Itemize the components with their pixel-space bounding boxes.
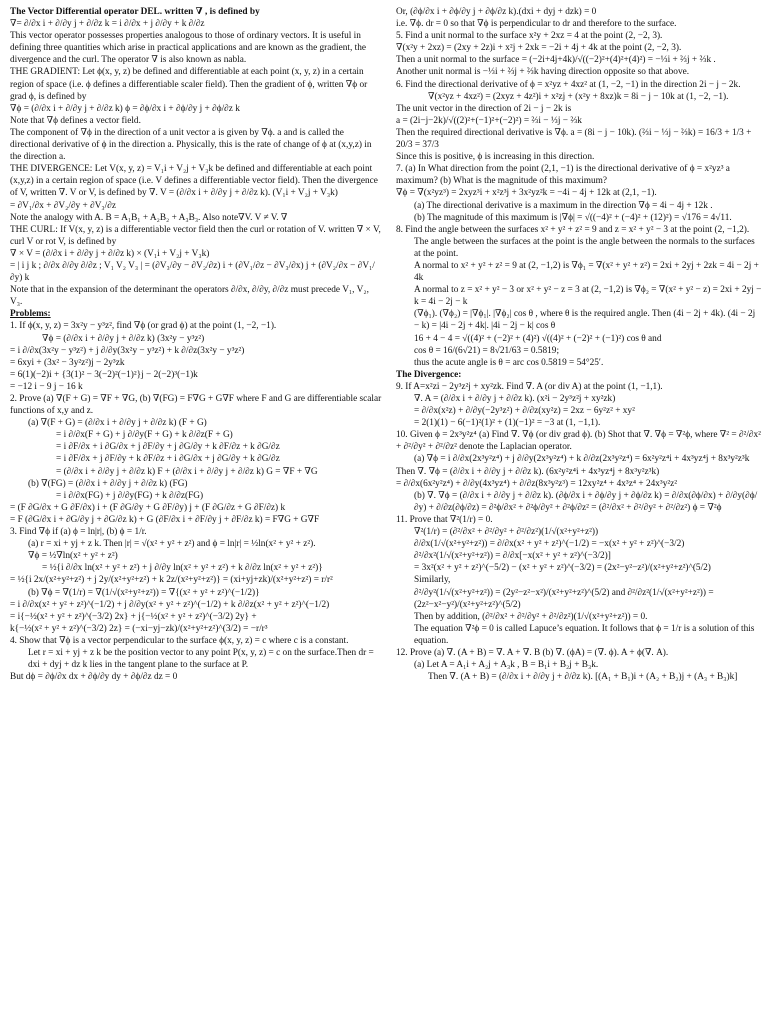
left-column-line: Note that ∇ϕ defines a vector field.	[10, 115, 141, 126]
left-column-line: = i{−½(x² + y² + z²)^(−3/2) 2x} + j{−½(x² + y² + z²)^(−3/2) 2y} +	[10, 611, 257, 622]
right-column-line: a = (2i−j−2k)/√((2)²+(−1)²+(−2)²) = ⅔i − ⅓j − ⅔k	[396, 115, 582, 126]
left-column-line: k{−½(x² + y² + z²)^(−3/2) 2z} = (−xi−yj−zk)/(x²+y²+z²)^(3/2) = −r/r³	[10, 623, 268, 634]
left-column-line: = i ∂F/∂x + j ∂F/∂y + k ∂F/∂z + i ∂G/∂x + j ∂G/∂y + k ∂G/∂z	[56, 454, 280, 465]
right-column-line: = ∂/∂x(6x²y²z⁴) + ∂/∂y(4x³yz⁴) + ∂/∂z(8x³y²z³) = 12xy²z⁴ + 4x³z⁴ + 24x³y²z²	[396, 478, 678, 489]
left-column-line: (b) ∇(FG) = (∂/∂x i + ∂/∂y j + ∂/∂z k) (FG)	[28, 478, 188, 489]
left-column-line: = i ∂/∂x(x² + y² + z²)^(−1/2) + j ∂/∂y(x² + y² + z²)^(−1/2) + k ∂/∂z(x² + y² + z²)^(−1/2)	[10, 599, 330, 610]
left-column-line: = F (∂G/∂x i + ∂G/∂y j + ∂G/∂z k) + G (∂F/∂x i + ∂F/∂y j + ∂F/∂z k) = F∇G + G∇F	[10, 514, 320, 525]
right-column-line: (a) ∇ϕ = i ∂/∂x(2x³y²z⁴) + j ∂/∂y(2x³y²z⁴) + k ∂/∂z(2x³y²z⁴) = 6x²y²z⁴i + 4x³yz⁴j + 8x³y²z³k	[414, 454, 750, 465]
left-column-line: (a) r = xi + yj + z k. Then |r| = √(x² + y² + z²) and ϕ = ln|r| = ½ln(x² + y² + z²).	[28, 539, 316, 550]
right-column-line: Or, (∂ϕ/∂x i + ∂ϕ/∂y j + ∂ϕ/∂z k).(dxi + dyj + dzk) = 0	[396, 7, 597, 17]
left-column-line: Note the analogy with A. B = A₁B₁ + A₂B₂ + A₃B₃. Also note∇V. V ≠ V. ∇	[10, 212, 288, 223]
right-column-line: Then the required directional derivative is ∇ϕ. a = (8i − j − 10k). (⅔i − ⅓j − ⅔k) = 16/3 + 1/3 + 20/3 = 37/3	[396, 127, 752, 151]
left-column-line: = i ∂/∂x(FG) + j ∂/∂y(FG) + k ∂/∂z(FG)	[56, 490, 204, 501]
right-column-line: Then by addition, (∂²/∂x² + ∂²/∂y² + ∂²/∂z²)(1/√(x²+y²+z²)) = 0.	[414, 611, 648, 622]
left-column-line: = −12 i − 9 j − 16 k	[10, 381, 83, 392]
right-column-line: 16 + 4 − 4 = √((4)² + (−2)² + (4)²) √((4)² + (−2)² + (−1)²) cos θ and	[414, 333, 662, 344]
left-column-line: = ∂V₁/∂x + ∂V₂/∂y + ∂V₃/∂z	[10, 200, 116, 211]
left-column-line: But dϕ = ∂ϕ/∂x dx + ∂ϕ/∂y dy + ∂ϕ/∂z dz = 0	[10, 672, 178, 683]
right-column-line: The equation ∇²ϕ = 0 is called Lapuce’s equation. It follows that ϕ = 1/r is a solution of this equation.	[414, 623, 755, 646]
left-column-line: Problems:	[10, 309, 51, 320]
right-column-line: A normal to x² + y² + z² = 9 at (2, −1,2) is ∇ϕ₁ = ∇(x² + y² + z²) = 2xi + 2yj + 2zk = 4i − 2j + 4k	[414, 260, 759, 284]
left-column-line: = ½{i ∂/∂x ln(x² + y² + z²) + j ∂/∂y ln(x² + y² + z²) + k ∂/∂z ln(x² + y² + z²)}	[42, 563, 323, 574]
left-column-line: = i ∂F/∂x + i ∂G/∂x + j ∂F/∂y + j ∂G/∂y + k ∂F/∂z + k ∂G/∂z	[56, 442, 280, 453]
left-column-line: = (∂/∂x i + ∂/∂y j + ∂/∂z k) F + (∂/∂x i + ∂/∂y j + ∂/∂z k) G = ∇F + ∇G	[56, 466, 318, 477]
right-column-line: 5. Find a unit normal to the surface x²y + 2xz = 4 at the point (2, −2, 3).	[396, 31, 663, 42]
left-column-line: (b) ∇ϕ = ∇(1/r) = ∇(1/√(x²+y²+z²)) = ∇{(x² + y² + z²)^(−1/2)}	[28, 587, 260, 598]
right-column-line: = 2(1)(1) − 6(−1)²(1)² + (1)(−1)² = −3 at (1, −1,1).	[414, 418, 601, 429]
right-column-line: i.e. ∇ϕ. dr = 0 so that ∇ϕ is perpendicular to dr and therefore to the surface.	[396, 19, 677, 30]
left-column-line: ∇ϕ = (∂/∂x i + ∂/∂y j + ∂/∂z k) ϕ = ∂ϕ/∂x i + ∂ϕ/∂y j + ∂ϕ/∂z k	[10, 103, 240, 114]
left-column-line: = ½{i 2x/(x²+y²+z²) + j 2y/(x²+y²+z²) + k 2z/(x²+y²+z²)} = (xi+yj+zk)/(x²+y²+z²) = r/r²	[10, 575, 333, 586]
left-column-line: THE GRADIENT: Let ϕ(x, y, z) be defined and differentiable at each point (x, y, z) in a certain region of space (i.e. ϕ defines a differentiable scaler field). Then the gradient of ϕ, written ∇ϕ or grad ϕ, is defined by	[10, 67, 368, 102]
left-column-line: This vector operator possesses properties analogous to those of ordinary vectors. It is useful in defining three quantities which arise in practical applications and are known as the gradient, the divergence and the curl. The operator ∇ is also known as nabla.	[10, 31, 366, 66]
left-column-line: 2. Prove (a) ∇(F + G) = ∇F + ∇G, (b) ∇(FG) = F∇G + G∇F where F and G are differentiable scalar functions of x,y and z.	[10, 394, 382, 417]
right-column	[388, 0, 768, 1024]
right-column-line: 12. Prove (a) ∇. (A + B) = ∇. A + ∇. B (b) ∇. (ϕA) = (∇. ϕ). A + ϕ(∇. A).	[396, 647, 669, 658]
left-column-line: ∇ × V = (∂/∂x i + ∂/∂y j + ∂/∂z k) × (V₁i + V₂j + V₃k)	[10, 248, 210, 259]
right-column-line: 10. Given ϕ = 2x³y²z⁴ (a) Find ∇. ∇ϕ (or div grad ϕ). (b) Shot that ∇. ∇ϕ = ∇²ϕ, where ∇² = ∂²/∂x² + ∂²/∂y² + ∂²/∂z² denote the Laplacian operator.	[396, 430, 761, 453]
right-column-line: (b) The magnitude of this maximum is |∇ϕ| = √((−4)² + (−4)² + (12)²) = √176 = 4√11.	[414, 212, 732, 223]
right-column-line: = ∂/∂x(x²z) + ∂/∂y(−2y³z²) + ∂/∂z(xy²z) = 2xz − 6y²z² + xy²	[414, 406, 635, 417]
left-column-line: ∇ϕ = ½∇ln(x² + y² + z²)	[28, 551, 118, 562]
right-column-line: The Divergence:	[396, 369, 462, 380]
left-column-line: 4. Show that ∇ϕ is a vector perpendicular to the surface ϕ(x, y, z) = c where c is a constant.	[10, 635, 349, 646]
left-column-line: = i ∂/∂x(F + G) + j ∂/∂y(F + G) + k ∂/∂z(F + G)	[56, 430, 233, 441]
right-column-line: (a) Let A = A₁i + A₂j + A₃k , B = B₁i + B₂j + B₃k.	[414, 660, 599, 671]
right-column-line: Another unit normal is −⅓i + ⅔j + ⅔k having direction opposite so that above.	[396, 67, 690, 78]
right-column-line: (∇ϕ₁). (∇ϕ₂) = |∇ϕ₁|. |∇ϕ₂| cos θ , where θ is the required angle. Then (4i − 2j + 4k). (4i − 2j − k) = |4i − 2j + 4k|. |4i − 2j − k| cos θ	[414, 309, 756, 332]
right-column-line: A normal to z = x² + y² − 3 or x² + y² − z = 3 at (2, −1,2) is ∇ϕ₂ = ∇(x² + y² − z) = 2xi + 2yj − k = 4i − 2j − k	[414, 285, 762, 308]
right-column-line: Similarly,	[414, 575, 451, 586]
right-column-line: Then ∇. ∇ϕ = (∂/∂x i + ∂/∂y j + ∂/∂z k). (6x²y²z⁴i + 4x³yz⁴j + 8x³y²z³k)	[396, 466, 660, 477]
left-column-line: = 6xyi + (3x² − 3y²z²)j − 2y³zk	[10, 357, 125, 368]
left-column-line: 3. Find ∇ϕ if (a) ϕ = ln|r|, (b) ϕ = 1/r.	[10, 527, 147, 538]
right-column-line: ∇(x²yz + 4xz²) = (2xyz + 4z²)i + x²zj + (x²y + 8xz)k = 8i − j − 10k at (1, −2, −1).	[428, 91, 729, 102]
right-column-line: thus the acute angle is θ = arc cos 0.5819 = 54°25′.	[414, 357, 604, 368]
left-column-line: (a) ∇(F + G) = (∂/∂x i + ∂/∂y j + ∂/∂z k) (F + G)	[28, 418, 207, 429]
right-column-line: ∂²/∂y²(1/√(x²+y²+z²)) = (2y²−z²−x²)/(x²+y²+z²)^(5/2) and ∂²/∂z²(1/√(x²+y²+z²)) = (2z²−x²−y²)/(x²+y²+z²)^(5/2)	[414, 587, 714, 610]
right-column-line: 7. (a) In What direction from the point (2,1, −1) is the directional derivative of ϕ = x²yz³ a maximum? (b) What is the magnitude of this maximum?	[396, 164, 730, 187]
right-column-line: (b) ∇. ∇ϕ = (∂/∂x i + ∂/∂y j + ∂/∂z k). (∂ϕ/∂x i + ∂ϕ/∂y j + ∂ϕ/∂z k) = ∂/∂x(∂ϕ/∂x) + ∂/∂y(∂ϕ/∂y) + ∂/∂z(∂ϕ/∂z) = ∂²ϕ/∂x² + ∂²ϕ/∂y² + ∂²ϕ/∂z² = (∂²/∂x² + ∂²/∂y² + ∂²/∂z²) ϕ = ∇²ϕ	[414, 490, 758, 513]
right-column-line: 6. Find the directional derivative of ϕ = x²yz + 4xz² at (1, −2, −1) in the direction 2i − j − 2k.	[396, 79, 741, 90]
left-column-line: The Vector Differential operator DEL. written ∇ , is defined by	[10, 7, 260, 17]
left-column-line: ∇ϕ = (∂/∂x i + ∂/∂y j + ∂/∂z k) (3x²y − y³z²)	[42, 333, 205, 344]
right-column-line: ∂²/∂x²(1/√(x²+y²+z²)) = ∂/∂x[−x(x² + y² + z²)^(−3/2)]	[414, 551, 611, 562]
right-column-line: Then ∇. (A + B) = (∂/∂x i + ∂/∂y j + ∂/∂z k). [(A₁ + B₁)i + (A₂ + B₂)j + (A₃ + B₃)k]	[428, 672, 738, 683]
right-column-line: Then a unit normal to the surface = (−2i+4j+4k)/√((−2)²+(4)²+(4)²) = −⅓i + ⅔j + ⅔k .	[396, 55, 716, 66]
right-column-line: Since this is positive, ϕ is increasing in this direction.	[396, 152, 595, 163]
left-column-line: THE DIVERGENCE: Let V(x, y, z) = V₁i + V₂j + V₃k be defined and differentiable at each point (x,y,z) in a certain region of space (i.e. V defines a differentiable vector field). Then the divergence of V, written ∇. V or V, is defined by ∇. V = (∂/∂x i + ∂/∂y j + ∂/∂z k). (V₁i + V₂j + V₃k)	[10, 164, 378, 199]
left-column-line: ∇= ∂/∂x i + ∂/∂y j + ∂/∂z k = i ∂/∂x + j ∂/∂y + k ∂/∂z	[10, 19, 205, 30]
right-column-line: ∇ϕ = ∇(x²yz³) = 2xyz³i + x²z³j + 3x²yz²k = −4i − 4j + 12k at (2,1, −1).	[396, 188, 657, 199]
right-column-line: 9. If A=x²zi − 2y³z²j + xy²zk. Find ∇. A (or div A) at the point (1, −1,1).	[396, 381, 663, 392]
right-column-line: (a) The directional derivative is a maximum in the direction ∇ϕ = 4i − 4j + 12k .	[414, 200, 713, 211]
right-column-line: cos θ = 16/(6√21) = 8√21/63 = 0.5819;	[414, 345, 560, 356]
right-column-line: 11. Prove that ∇²(1/r) = 0.	[396, 514, 493, 525]
left-column-line: The component of ∇ϕ in the direction of a unit vector a is given by ∇ϕ. a and is called the directional derivative of ϕ in the direction a. Physically, this is the rate of change of ϕ at (x,y,z) in the direction a.	[10, 127, 372, 163]
right-column-line: The angle between the surfaces at the point is the angle between the normals to the surfaces at the point.	[414, 236, 755, 259]
left-column-line: = (F ∂G/∂x + G ∂F/∂x) i + (F ∂G/∂y + G ∂F/∂y) j + (F ∂G/∂z + G ∂F/∂z) k	[10, 502, 286, 513]
left-column-line: = 6(1)(−2)i + {3(1)² − 3(−2)²(−1)²}j − 2(−2)³(−1)k	[10, 369, 198, 380]
left-column-line: 1. If ϕ(x, y, z) = 3x²y − y³z², find ∇ϕ (or grad ϕ) at the point (1, −2, −1).	[10, 321, 277, 332]
right-column-line: The unit vector in the direction of 2i − j − 2k is	[396, 103, 572, 114]
left-column-line: Let r = xi + yj + z k be the position vector to any point P(x, y, z) = c on the surface.Then dr = dxi + dyj + dz k lies in the tangent plane to the surface at P.	[28, 647, 374, 671]
right-column-line: 8. Find the angle between the surfaces x² + y² + z² = 9 and z = x² + y² − 3 at the point (2, −1,2).	[396, 224, 750, 235]
left-column-line: Note that in the expansion of the determinant the operators ∂/∂x, ∂/∂y, ∂/∂z must precede V₁, V₂, V₃.	[10, 285, 369, 308]
right-column-line: ∂/∂x(1/√(x²+y²+z²)) = ∂/∂x(x² + y² + z²)^(−1/2) = −x(x² + y² + z²)^(−3/2)	[414, 539, 685, 550]
right-column-line: ∇. A = (∂/∂x i + ∂/∂y j + ∂/∂z k). (x²i − 2y³z²j + xy²zk)	[414, 394, 616, 404]
left-column-line: = i ∂/∂x(3x²y − y³z²) + j ∂/∂y(3x²y − y³z²) + k ∂/∂z(3x²y − y³z²)	[10, 345, 245, 356]
left-column-line: = | i j k ; ∂/∂x ∂/∂y ∂/∂z ; V₁ V₂ V₃ | = (∂V₃/∂y − ∂V₂/∂z) i + (∂V₁/∂z − ∂V₃/∂x) j + (∂V₂/∂x − ∂V₁/∂y) k	[10, 260, 375, 284]
right-column-line: ∇²(1/r) = (∂²/∂x² + ∂²/∂y² + ∂²/∂z²)(1/√(x²+y²+z²))	[414, 527, 599, 538]
right-column-line: = 3x²(x² + y² + z²)^(−5/2) − (x² + y² + z²)^(−3/2) = (2x²−y²−z²)/(x²+y²+z²)^(5/2)	[414, 563, 711, 574]
right-column-line: ∇(x²y + 2xz) = (2xy + 2z)i + x²j + 2xk = −2i + 4j + 4k at the point (2, −2, 3).	[396, 43, 682, 54]
left-column-line: THE CURL: If V(x, y, z) is a differentiable vector field then the curl or rotation of V. written ∇ × V, curl V or rot V, is defined by	[10, 224, 381, 247]
